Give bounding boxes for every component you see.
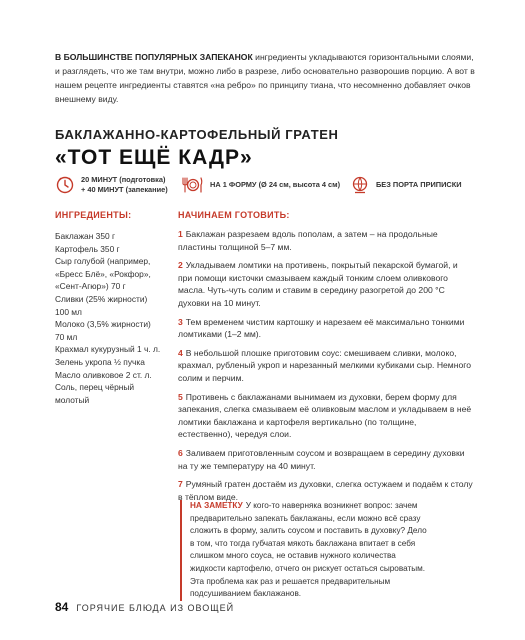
- meta-form-text: НА 1 ФОРМУ (Ø 24 см, высота 4 см): [210, 180, 341, 189]
- steps-list: [178, 228, 473, 503]
- step-text: В небольшой плошке приготовим соус: смешиваем сливки, молоко, крахмал, рубленый укроп и нарезанный мелкими кубиками сыр. Немного солим и перчим.: [178, 347, 471, 383]
- plate-fork-knife-icon: [180, 175, 204, 195]
- ingredients-list: [55, 230, 165, 406]
- step-text: Заливаем приготовленным соусом и возвращаем в середину духовки на ту же температуру на 40 минут.: [178, 447, 465, 471]
- step-item: [178, 347, 473, 385]
- section-title: ГОРЯЧИЕ БЛЮДА ИЗ ОВОЩЕЙ: [76, 603, 235, 613]
- ingredient-item: Баклажан 350 г: [55, 231, 116, 241]
- step-text: Румяный гратен достаём из духовки, слегка остужаем и подаём к столу в тёплом виде.: [178, 479, 473, 502]
- meta-time-prep: 20 МИНУТ (подготовка): [81, 175, 166, 184]
- ingredients-heading: ИНГРЕДИЕНТЫ:: [55, 210, 132, 220]
- step-number: 6: [178, 447, 183, 458]
- tip-label: НА ЗАМЕТКУ: [190, 501, 243, 510]
- ingredients-section: [55, 210, 165, 406]
- intro-paragraph: [55, 50, 475, 106]
- clock-icon: [55, 175, 75, 195]
- meta-time: [55, 172, 168, 198]
- page-footer: [55, 600, 234, 614]
- ingredient-item: Зелень укропа ½ пучка: [55, 356, 145, 367]
- step-item: [178, 259, 473, 309]
- ingredient-item: Крахмал кукурузный 1 ч. л.: [55, 344, 161, 355]
- meta-time-bake: + 40 МИНУТ (запекание): [81, 185, 168, 194]
- ingredient-item: Соль, перец чёрный молотый: [55, 382, 135, 405]
- meta-origin: [350, 172, 462, 198]
- ingredient-item: Сыр голубой (например, «Бресс Блё», «Рокфор», «Сент-Агюр») 70 г: [55, 256, 151, 292]
- tip-box: [180, 500, 430, 601]
- step-item: [178, 316, 473, 341]
- page-number: 84: [55, 600, 69, 614]
- step-text: Тем временем чистим картошку и нарезаем её максимально тонкими ломтиками (1–2 мм).: [178, 316, 465, 340]
- ingredient-item: Масло оливковое 2 ст. л.: [55, 369, 152, 380]
- step-number: 5: [178, 391, 183, 402]
- meta-form: [180, 172, 340, 198]
- recipe-subtitle: БАКЛАЖАННО-КАРТОФЕЛЬНЫЙ ГРАТЕН: [55, 127, 339, 142]
- steps-section: [178, 210, 473, 509]
- step-number: 2: [178, 260, 183, 271]
- ingredient-item: Сливки (25% жирности) 100 мл: [55, 293, 148, 317]
- tip-text: У кого-то наверняка возникнет вопрос: зачем предварительно запекать баклажаны, если можно всё сразу сложить в форму, залить соусом и поставить в духовку? Дело в том, что тогда губчатая мякоть баклажана впитает в себя слишком много соуса, не оставив нужного количества жидкости картофелю, отчего он рискует остаться сыроватым. Эта проблема как раз и решается предварительным подсушиванием баклажанов.: [190, 501, 427, 599]
- step-text: Укладываем ломтики на противень, покрытый пекарской бумагой, и при помощи кисточки смазываем каждый тонким слоем оливкового масла. Чуть-чуть солим и ставим в середину разогретой до 200 °С духовки на 10 минут.: [178, 260, 458, 308]
- step-text: Баклажан разрезаем вдоль пополам, а затем – на продольные пластины толщиной 5–7 мм.: [178, 229, 438, 252]
- recipe-title: «ТОТ ЕЩЁ КАДР»: [55, 146, 253, 169]
- step-number: 1: [178, 229, 183, 239]
- steps-heading: НАЧИНАЕМ ГОТОВИТЬ:: [178, 210, 290, 220]
- step-number: 3: [178, 316, 183, 327]
- step-item: [178, 447, 473, 472]
- step-item: [178, 228, 473, 253]
- ingredient-item: Молоко (3,5% жирности) 70 мл: [55, 319, 151, 342]
- step-item: [178, 391, 473, 441]
- step-text: Противень с баклажанами вынимаем из духовки, берем форму для запекания, слегка смазываем её оливковым маслом и укладываем в неё ломтики баклажана и картофеля вертикально (по толщине, естественно), чередуя слои.: [178, 391, 472, 440]
- meta-origin-text: БЕЗ ПОРТА ПРИПИСКИ: [376, 180, 462, 189]
- step-number: 7: [178, 479, 183, 490]
- intro-text: ингредиенты укладываются горизонтальными слоями, и разглядеть, что же там внутри, можно либо в разрезе, либо основательно разворошив порцию. А вот в нашем рецепте ингредиенты ставятся «на ребро» по принципу тиана, что несомненно добавляет очков внешнему виду.: [55, 52, 475, 104]
- ingredient-item: Картофель 350 г: [55, 243, 120, 254]
- step-number: 4: [178, 347, 183, 358]
- globe-icon: [350, 175, 370, 195]
- intro-lead: В БОЛЬШИНСТВЕ ПОПУЛЯРНЫХ ЗАПЕКАНОК: [55, 52, 253, 62]
